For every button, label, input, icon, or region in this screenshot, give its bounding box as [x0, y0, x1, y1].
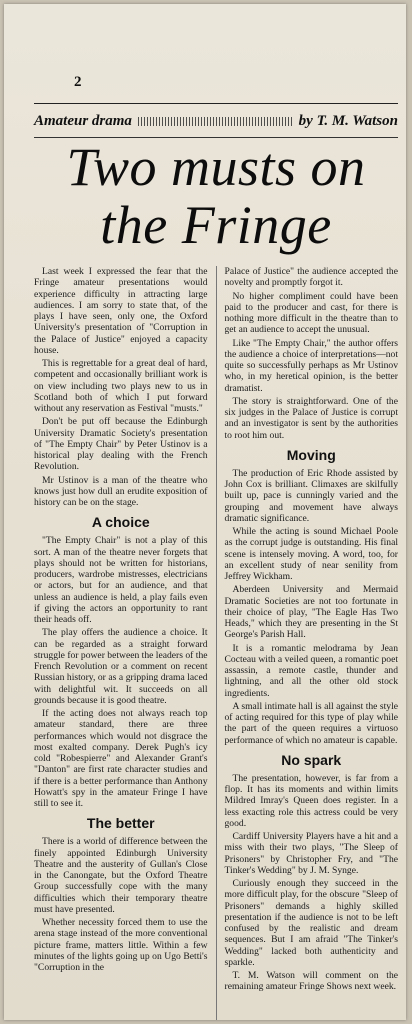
page-number: 2	[74, 74, 82, 90]
hatch-divider	[138, 117, 293, 126]
paragraph: Don't be put off because the Edinburgh University Dramatic Society's presentation of "The Empty Chair" by Peter Ustinov is a historical play dealing with the French Revolution.	[34, 416, 208, 473]
paragraph: The production of Eric Rhode assisted by John Cox is brilliant. Climaxes are skilfully built up, pace is cunningly varied and the grouping and movement have always dramatic significance.	[224, 467, 398, 524]
section-label: Amateur drama	[34, 112, 132, 129]
kicker-bar	[34, 108, 398, 134]
paragraph: This is regrettable for a great deal of hard, competent and occasionally brilliant work is on view including two plays new to us in Scotland both of which I put forward without any reservation as Festival "musts."	[34, 358, 208, 414]
headline	[34, 138, 398, 254]
paragraph: Cardiff University Players have a hit and a miss with their two plays, "The Sleep of Prisoners" by Christopher Fry, and "The Tinker's Wedding" by J. M. Synge.	[224, 831, 398, 876]
subheading-a-choice: A choice	[91, 514, 150, 531]
column-left	[34, 266, 208, 1020]
paragraph: Like "The Empty Chair," the author offers the audience a choice of interpretations—not quite so successfully perhaps as Mr Ustinov who, in my heretical opinion, is the better dramatist.	[224, 337, 398, 394]
subheading-moving: Moving	[286, 446, 336, 463]
paragraph: Curiously enough they succeed in the more difficult play, for the obscure "Sleep of Prisoners" demands a highly skilled presentation if the audience is not to be left confused by the realistic and dream sequences. But I am afraid "The Tinker's Wedding" lacked both authenticity and sparkle.	[224, 878, 398, 968]
paragraph: If the acting does not always reach top amateur standard, there are three performances which would not disgrace the most exalted company. Derek Pugh's icy cold "Robespierre" and Alexander Grant's "Danton" are first rate character studies and if there is a better performance than Anthony Howatt's spy in the amateur Fringe I have still to see it.	[34, 708, 208, 809]
newspaper-clipping	[4, 4, 406, 1020]
paragraph: "The Empty Chair" is not a play of this sort. A man of the theatre never forgets that plays should not be written for historians, producers, wardrobe mistresses, electricians or actors, but for an audience, and that unless an audience is held, a play fails even if giving the actors an opportunity to rant their heads off.	[34, 535, 208, 625]
paragraph: The story is straightforward. One of the six judges in the Palace of Justice is corrupt and an investigator is sent by the authorities to root him out.	[224, 395, 398, 441]
byline: by T. M. Watson	[298, 112, 398, 129]
headline-line-1: Two musts on	[66, 137, 366, 197]
top-rule	[34, 103, 398, 104]
column-divider	[216, 266, 217, 1020]
article-body	[34, 266, 398, 1020]
paragraph: Whether necessity forced them to use the arena stage instead of the more conventional picture frame, matters little. Within a few minutes of the lights going up on Ugo Betti's "Corruption in the	[34, 917, 208, 973]
subheading-no-spark: No spark	[281, 751, 342, 768]
paragraph: There is a world of difference between the finely appointed Edinburgh University Theatre and the austerity of Gullan's Close in the Canongate, but the Oxford Theatre Group successfully cope with the many difficulties which their temporary theatre must have presented.	[34, 836, 208, 915]
column-right	[225, 266, 399, 1020]
paragraph: It is a romantic melodrama by Jean Cocteau with a veiled queen, a romantic poet assassin, a remote castle, thunder and lightning, and all the other old stock ingredients.	[224, 642, 398, 699]
paragraph: Aberdeen University and Mermaid Dramatic Societies are not too fortunate in their choice of play, "The Eagle Has Two Heads," which they are presenting in the St George's Parish Hall.	[224, 584, 398, 641]
paragraph: While the acting is sound Michael Poole as the corrupt judge is outstanding. His final scene is intensely moving. A word, too, for an excellent study of near senility from Jeffrey Wickham.	[224, 526, 398, 582]
paragraph: Mr Ustinov is a man of the theatre who knows just how dull an erudite exposition of history can be on the stage.	[34, 474, 208, 508]
paragraph: Palace of Justice" the audience accepted the novelty and promptly forgot it.	[224, 266, 398, 289]
headline-line-2: the Fringe	[100, 195, 332, 255]
subheading-the-better: The better	[86, 815, 155, 832]
paragraph: The play offers the audience a choice. It can be regarded as a straight forward struggle for power between the leaders of the French Revolution or a comment on recent Russian history, or as a gripping drama laced with delightful wit. It succeeds on all grounds because it is good theatre.	[34, 627, 208, 706]
paragraph: Last week I expressed the fear that the Fringe amateur presentations would experience difficulty in attracting large audiences. I am sorry to state that, of the plays I have seen, only one, the Oxford University's presentation of "Corruption in the Palace of Justice" enjoyed a capacity house.	[34, 266, 208, 356]
paragraph: No higher compliment could have been paid to the producer and cast, for there is nothing more difficult in the theatre than to get an audience to accept the unusual.	[224, 290, 398, 336]
paragraph: T. M. Watson will comment on the remaining amateur Fringe Shows next week.	[224, 970, 398, 993]
paragraph: The presentation, however, is far from a flop. It has its moments and within limits Mildred Imray's Queen does register. In a less exacting role this actress could be very good.	[224, 772, 398, 829]
paragraph: A small intimate hall is all against the style of acting required for this type of play while the part of the queen requires a virtuoso performance of which no amateur is capable.	[224, 700, 398, 746]
